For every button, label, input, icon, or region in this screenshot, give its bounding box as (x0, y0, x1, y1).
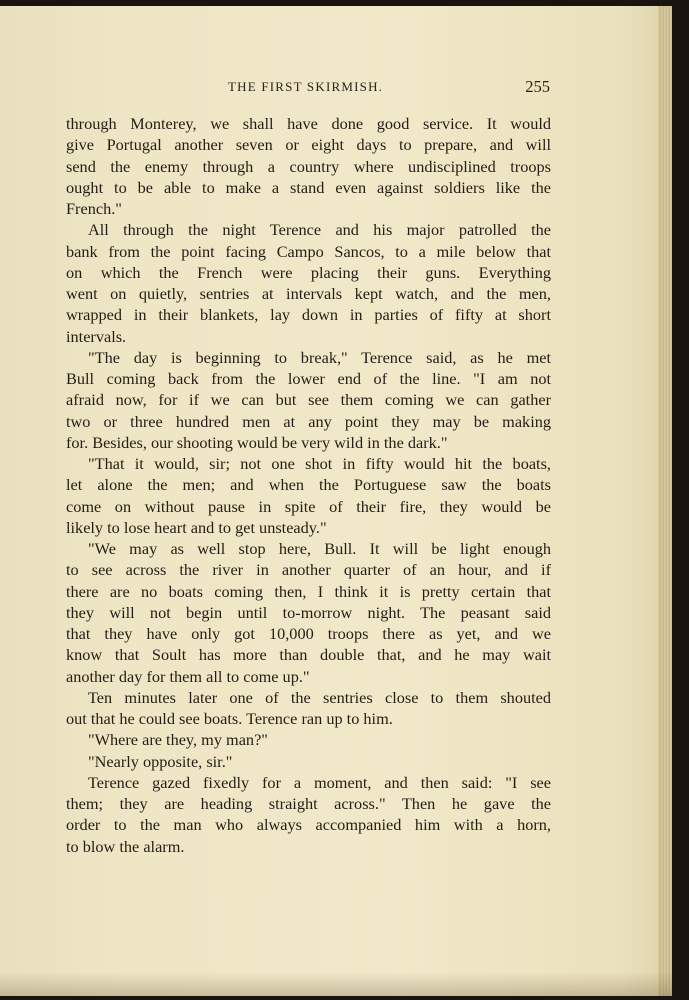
text-line: come on without pause in spite of their fire, they would be (66, 496, 551, 516)
text-line: let alone the men; and when the Portuguese saw the boats (66, 475, 551, 495)
text-line: "We may as well stop here, Bull. It will be light enough (88, 539, 551, 558)
text-line: out that he could see boats. Terence ran up to him. (66, 709, 393, 728)
text-line: through Monterey, we shall have done good service. It would (66, 114, 551, 133)
text-line: two or three hundred men at any point they may be making (66, 411, 551, 431)
text-line: likely to lose heart and to get unsteady." (66, 517, 327, 537)
text-line: there are no boats coming then, I think it is pretty certain that (66, 581, 551, 601)
text-line: All through the night Terence and his major patrolled the (88, 220, 551, 240)
body-text (66, 113, 551, 857)
text-line: know that Soult has more than double that, and he may wait (66, 645, 551, 665)
text-line: another day for them all to come up." (66, 666, 310, 686)
text-line: Bull coming back from the lower end of the line. "I am not (66, 369, 551, 388)
text-line: them; they are heading straight across." Then he gave the (66, 794, 551, 813)
book-page (0, 6, 672, 996)
text-line: to see across the river in another quarter of an hour, and if (66, 560, 551, 580)
text-line: order to the man who always accompanied him with a horn, (66, 815, 551, 835)
page-edge (658, 6, 672, 996)
text-line: send the enemy through a country where undisciplined troops (66, 156, 551, 176)
text-line: they will not begin until to-morrow night. The peasant said (66, 602, 551, 622)
text-line: on which the French were placing their guns. Everything (66, 262, 551, 282)
text-line: "Nearly opposite, sir." (88, 751, 233, 771)
text-line: wrapped in their blankets, lay down in parties of fifty at short (66, 305, 551, 325)
text-line: went on quietly, sentries at intervals kept watch, and the men, (66, 284, 551, 303)
page-number: 255 (525, 77, 550, 96)
page-header (0, 79, 560, 101)
text-line: that they have only got 10,000 troops there as yet, and we (66, 624, 551, 643)
text-line: bank from the point facing Campo Sancos, to a mile below that (66, 241, 551, 261)
text-line: to blow the alarm. (66, 836, 185, 856)
text-line: intervals. (66, 326, 127, 346)
text-line: French." (66, 199, 122, 218)
text-line: Ten minutes later one of the sentries close to them shouted (88, 687, 551, 707)
text-line: ought to be able to make a stand even against soldiers like the (66, 177, 551, 197)
text-line: "That it would, sir; not one shot in fifty would hit the boats, (88, 454, 551, 473)
text-line: Terence gazed fixedly for a moment, and then said: "I see (88, 772, 551, 792)
text-line: give Portugal another seven or eight days to prepare, and will (66, 135, 551, 155)
page-bottom-shadow (0, 972, 672, 996)
text-line: "The day is beginning to break," Terence said, as he met (88, 347, 551, 367)
text-line: "Where are they, my man?" (88, 730, 268, 750)
running-title: THE FIRST SKIRMISH. (228, 79, 384, 94)
text-line: afraid now, for if we can but see them coming we can gather (66, 390, 551, 410)
text-line: for. Besides, our shooting would be very wild in the dark." (66, 432, 448, 452)
